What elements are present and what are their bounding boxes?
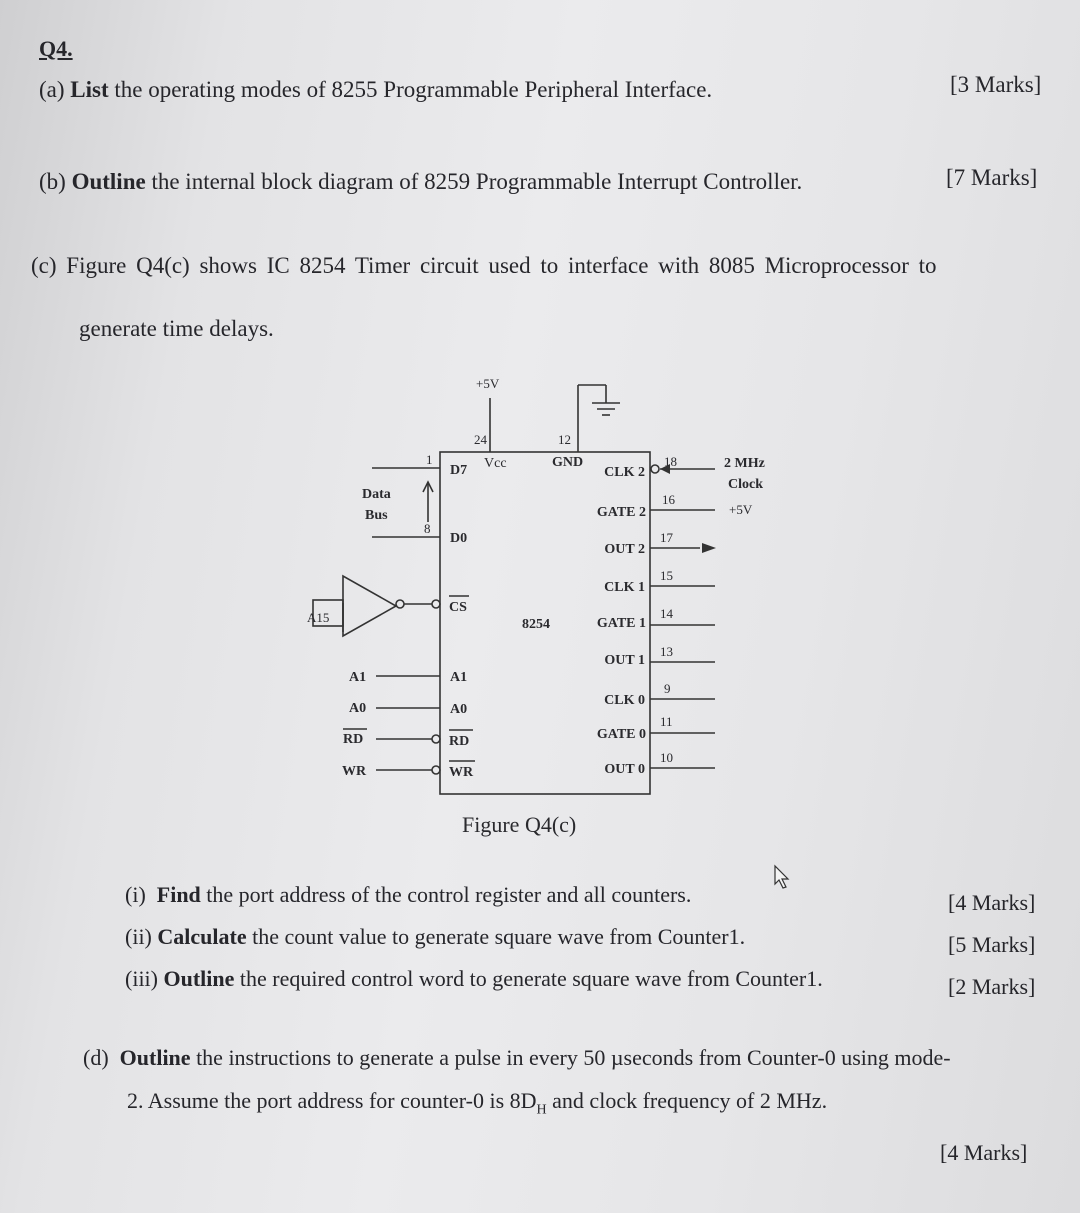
sub-ii-text: the count value to generate square wave from Counter1. [252, 924, 746, 949]
part-a-text: the operating modes of 8255 Programmable Peripheral Interface. [114, 77, 713, 102]
clock-label-2: Clock [728, 477, 763, 492]
out0-pin: 10 [660, 750, 673, 765]
part-b-text: the internal block diagram of 8259 Programmable Interrupt Controller. [151, 169, 803, 194]
out1-label: OUT 1 [604, 653, 645, 668]
gnd-pin-number: 12 [558, 432, 571, 447]
gate0-label: GATE 0 [596, 727, 646, 742]
out1-pin: 13 [660, 644, 673, 659]
out2-pin: 17 [660, 530, 673, 545]
cs-label: CS [449, 600, 467, 615]
sub-iii-num: (iii) [125, 966, 158, 991]
d7-label: D7 [450, 463, 468, 478]
sub-i-marks: [4 Marks] [948, 890, 1036, 915]
part-d-line2-end: and clock frequency of 2 MHz. [552, 1088, 828, 1113]
part-d-line2-start: 2. Assume the port address for counter-0 is 8D [127, 1088, 537, 1113]
figure-caption: Figure Q4(c) [462, 812, 577, 837]
gate1-label: GATE 1 [596, 616, 646, 631]
gate0-pin: 11 [660, 714, 673, 729]
out0-label: OUT 0 [604, 762, 645, 777]
vcc-pin-number: 24 [474, 432, 487, 447]
sub-ii-keyword: Calculate [157, 924, 247, 949]
int-rd-label: RD [449, 734, 470, 749]
gate2-pin: 16 [662, 492, 675, 507]
int-wr-label: WR [449, 765, 474, 780]
part-b-marks: [7 Marks] [946, 165, 1038, 190]
sub-question-i [125, 882, 691, 908]
part-d-marks: [4 Marks] [940, 1140, 1028, 1165]
out2-label: OUT 2 [604, 542, 645, 557]
gate1-pin: 14 [660, 606, 673, 621]
sub-iii-keyword: Outline [163, 966, 235, 991]
part-a-marks: [3 Marks] [950, 72, 1042, 97]
clk1-label: CLK 1 [604, 580, 645, 595]
a15-label: A15 [307, 610, 330, 625]
gate2-label: GATE 2 [596, 505, 646, 520]
clk1-pin: 15 [660, 568, 673, 583]
gnd-label: GND [552, 455, 584, 470]
part-c-label: (c) [31, 253, 57, 278]
ext-rd-label: RD [343, 732, 364, 747]
sub-i-keyword: Find [156, 882, 201, 907]
clk2-pin: 18 [664, 454, 677, 469]
data-bus-label-1: Data [362, 487, 391, 502]
out2-arrow-icon [702, 543, 716, 553]
vcc-label: Vcc [484, 456, 507, 471]
ext-wr-label: WR [342, 764, 367, 779]
part-a-keyword: List [70, 77, 109, 102]
part-d-hex-subscript: H [536, 1102, 547, 1118]
sub-ii-marks: [5 Marks] [948, 932, 1036, 957]
question-number: Q4. [39, 36, 73, 61]
chip-name-label: 8254 [522, 617, 550, 632]
sub-i-num: (i) [125, 882, 146, 907]
part-d-line2 [127, 1088, 827, 1118]
int-a0-label: A0 [450, 702, 468, 717]
clk2-label: CLK 2 [604, 465, 645, 480]
bus-pin-8: 8 [424, 521, 431, 536]
sub-ii-num: (ii) [125, 924, 152, 949]
clock-label-1: 2 MHz [724, 456, 765, 471]
part-b-label: (b) [39, 169, 66, 194]
gate2-supply-label: +5V [729, 502, 753, 517]
clk0-label: CLK 0 [604, 693, 645, 708]
part-a-label: (a) [39, 77, 65, 102]
ext-a1-label: A1 [349, 670, 367, 685]
d0-label: D0 [450, 531, 468, 546]
part-b-keyword: Outline [71, 169, 146, 194]
sub-i-text: the port address of the control register and all counters. [206, 882, 692, 907]
clk0-pin: 9 [664, 681, 671, 696]
part-c-line1: Figure Q4(c) shows IC 8254 Timer circuit used to interface with 8085 Microprocessor to [66, 253, 937, 278]
part-c-line2: generate time delays. [79, 316, 274, 341]
sub-iii-text: the required control word to generate square wave from Counter1. [239, 966, 823, 991]
int-a1-label: A1 [450, 670, 468, 685]
sub-question-iii [125, 966, 823, 992]
ext-a0-label: A0 [349, 701, 367, 716]
data-bus-label-2: Bus [365, 508, 388, 523]
part-d-label: (d) [83, 1045, 109, 1070]
part-d-keyword: Outline [119, 1045, 191, 1070]
bus-pin-1: 1 [426, 452, 433, 467]
supply-label: +5V [476, 376, 500, 391]
sub-question-ii [125, 924, 745, 950]
sub-iii-marks: [2 Marks] [948, 974, 1036, 999]
part-d-line1-rest: the instructions to generate a pulse in every 50 µseconds from Counter-0 using mode- [196, 1045, 951, 1070]
part-d-line1 [83, 1045, 951, 1071]
